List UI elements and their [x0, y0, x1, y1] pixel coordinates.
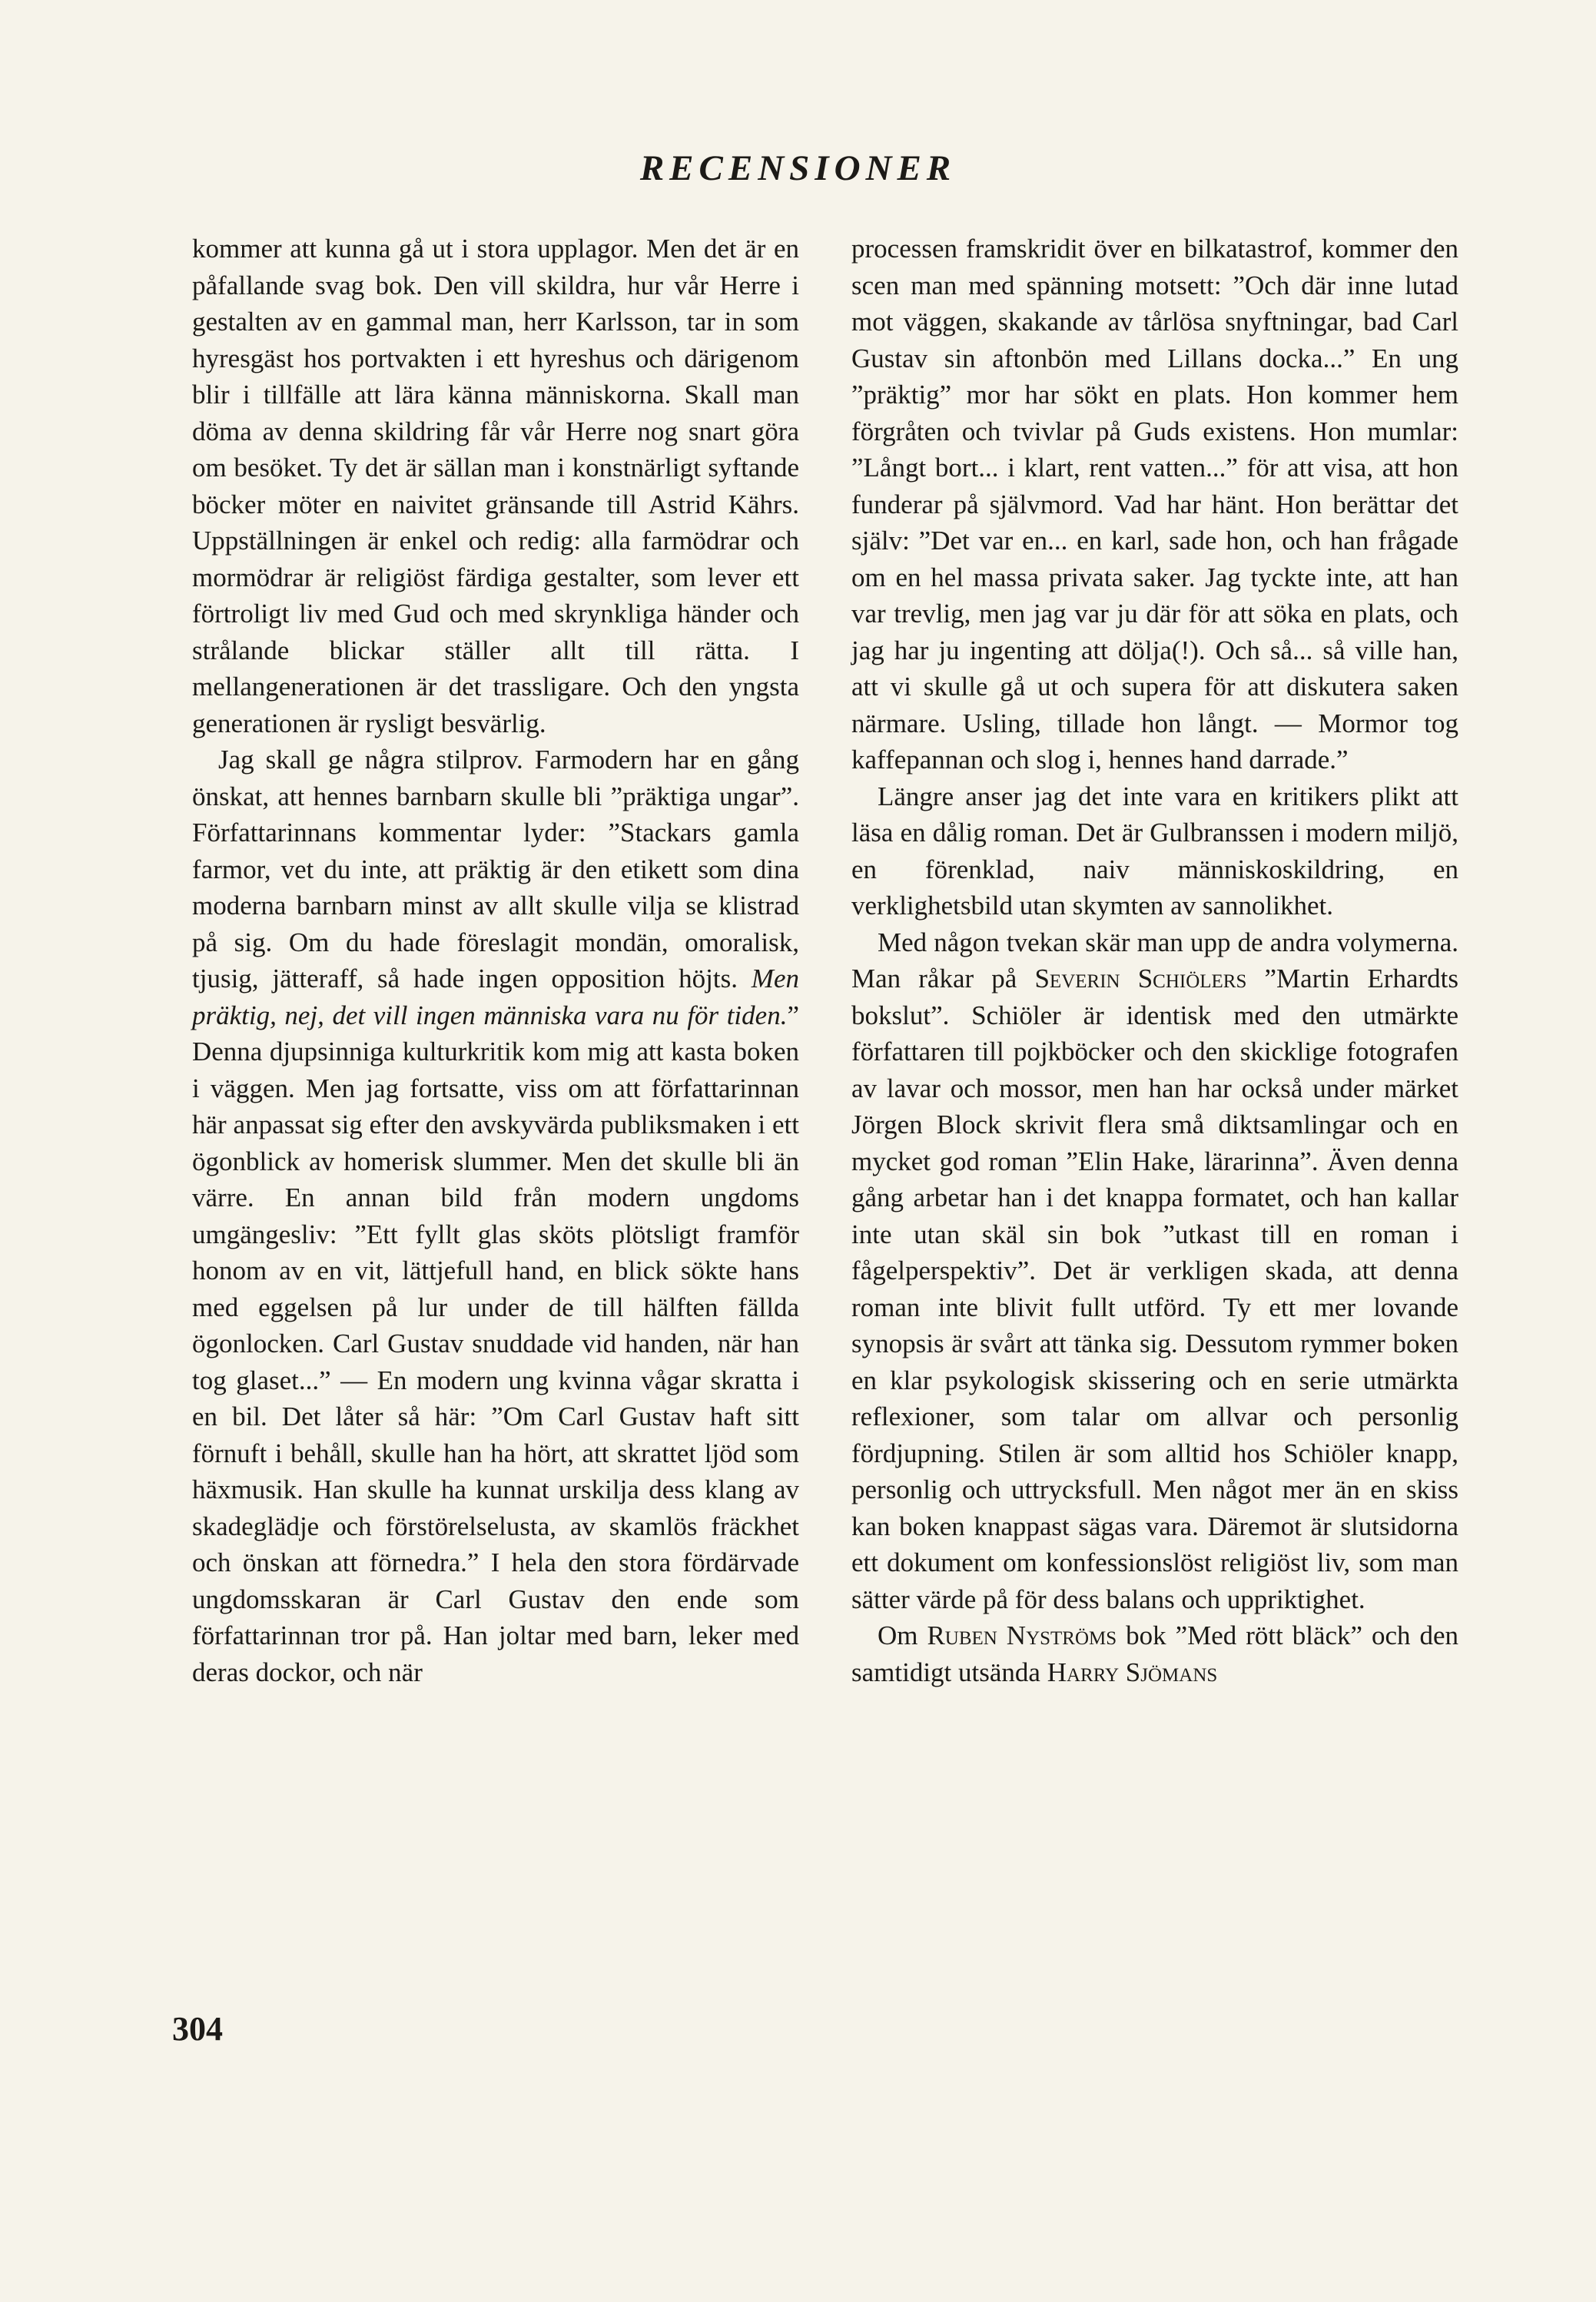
- author-name: Ruben Nyströms: [927, 1620, 1117, 1650]
- text-run: Om: [878, 1620, 918, 1650]
- author-name: Harry Sjömans: [1047, 1657, 1218, 1687]
- paragraph: Längre anser jag det inte vara en kritikers plikt att läsa en dålig roman. Det är Gulbranssen i modern miljö, en förenklad, naiv människoskildring, en verklighetsbild utan skymten av sannolikhet.: [851, 781, 1458, 920]
- text-run: bok ”Med rött bläck” och den samtidigt utsända: [851, 1620, 1459, 1687]
- right-column: [851, 231, 1458, 1690]
- italic-quote: Men präktig, nej, det vill ingen människa vara nu för tiden.: [192, 964, 799, 1030]
- text-run: Med någon tvekan skär man upp de andra volymerna. Man råkar på: [851, 927, 1458, 993]
- left-column: [192, 231, 799, 1690]
- paragraph: [851, 1617, 1458, 1690]
- page-number: 304: [172, 2010, 223, 2048]
- running-header: RECENSIONER: [639, 148, 957, 188]
- paragraph: [192, 741, 799, 1690]
- text-run: Jag skall ge några stilprov. Farmodern har en gång önskat, att hennes barnbarn skulle bli ”präktiga ungar”. Författarinnans kommentar lyder: ”Stackars gamla farmor, vet du inte, att präktig är den etikett som dina moderna barnbarn minst av allt skulle vilja se klistrad på sig. Om du hade föreslagit mondän, omoralisk, tjusig, jätteraff, så hade ingen opposition höjts.: [192, 745, 799, 993]
- author-name: Severin Schiölers: [1034, 964, 1247, 993]
- paragraph: processen framskridit över en bilkatastrof, kommer den scen man med spänning motsett: ”Och där inne lutad mot väggen, skakande av tårlösa snyftningar, bad Carl Gustav sin aftonbön med Lillans docka...” En ung ”präktig” mor har sökt en plats. Hon kommer hem förgråten och tvivlar på Guds existens. Hon mumlar: ”Långt bort... i klart, rent vatten...” för att visa, att hon funderar på självmord. Vad har hänt. Hon berättar det själv: ”Det var en... en karl, sade hon, och han frågade om en hel massa privata saker. Jag tyckte inte, att han var trevlig, men jag var ju där för att söka en plats, och jag har ju ingenting att dölja(!). Och så... så ville han, att vi skulle gå ut och supera för att diskutera saken närmare. Usling, tillade hon långt. — Mormor tog kaffepannan och slog i, hennes hand darrade.”: [851, 234, 1458, 775]
- paragraph: [851, 924, 1458, 1618]
- text-run: ”Martin Erhardts bokslut”. Schiöler är identisk med den utmärkte författaren till pojkböcker och den skicklige fotografen av lavar och mossor, men han har också under märket Jörgen Block skrivit flera små diktsamlingar och en mycket god roman ”Elin Hake, lärarinna”. Även denna gång arbetar han i det knappa formatet, och han kallar inte utan skäl sin bok ”utkast till en roman i fågelperspektiv”. Det är verkligen skada, att denna roman inte blivit fullt utförd. Ty ett mer lovande synopsis är svårt att tänka sig. Dessutom rymmer boken en klar psykologisk skissering och en serie utmärkta reflexioner, som talar om allvar och personlig fördjupning. Stilen är som alltid hos Schiöler knapp, personlig och uttrycksfull. Men något mer än en skiss kan boken knappast sägas vara. Däremot är slutsidorna ett dokument om konfessionslöst religiöst liv, som man sätter värde på för dess balans och uppriktighet.: [851, 964, 1459, 1614]
- text-run: ” Denna djupsinniga kulturkritik kom mig att kasta boken i väggen. Men jag fortsatte, viss om att författarinnan här anpassat sig efter den avskyvärda publiksmaken i ett ögonblick av homerisk slummer. Men det skulle bli än värre. En annan bild från modern ungdoms umgängesliv: ”Ett fyllt glas sköts plötsligt framför honom av en vit, lättjefull hand, en blick sökte hans med eggelsen på lur under de till hälften fällda ögonlocken. Carl Gustav snuddade vid handen, när han tog glaset...” — En modern ung kvinna vågar skratta i en bil. Det låter så här: ”Om Carl Gustav haft sitt förnuft i behåll, skulle han ha hört, att skrattet ljöd som häxmusik. Han skulle ha kunnat urskilja dess klang av skadeglädje och förstörelselusta, av skamlös fräckhet och önskan att förnedra.” I hela den stora fördärvade ungdomsskaran är Carl Gustav den ende som författarinnan tror på. Han joltar med barn, leker med deras dockor, och när: [192, 1000, 799, 1687]
- paragraph: kommer att kunna gå ut i stora upplagor. Men det är en påfallande svag bok. Den vill skildra, hur vår Herre i gestalten av en gammal man, herr Karlsson, tar in som hyresgäst hos portvakten i ett hyreshus och därigenom blir i tillfälle att lära känna människorna. Skall man döma av denna skildring får vår Herre nog snart göra om besöket. Ty det är sällan man i konstnärligt syftande böcker möter en naivitet gränsande till Astrid Kährs. Uppställningen är enkel och redig: alla farmödrar och mormödrar är religiöst färdiga gestalter, som lever ett förtroligt liv med Gud och med skrynkliga händer och strålande blickar ställer allt till rätta. I mellangenerationen är det trassligare. Och den yngsta generationen är rysligt besvärlig.: [192, 234, 799, 738]
